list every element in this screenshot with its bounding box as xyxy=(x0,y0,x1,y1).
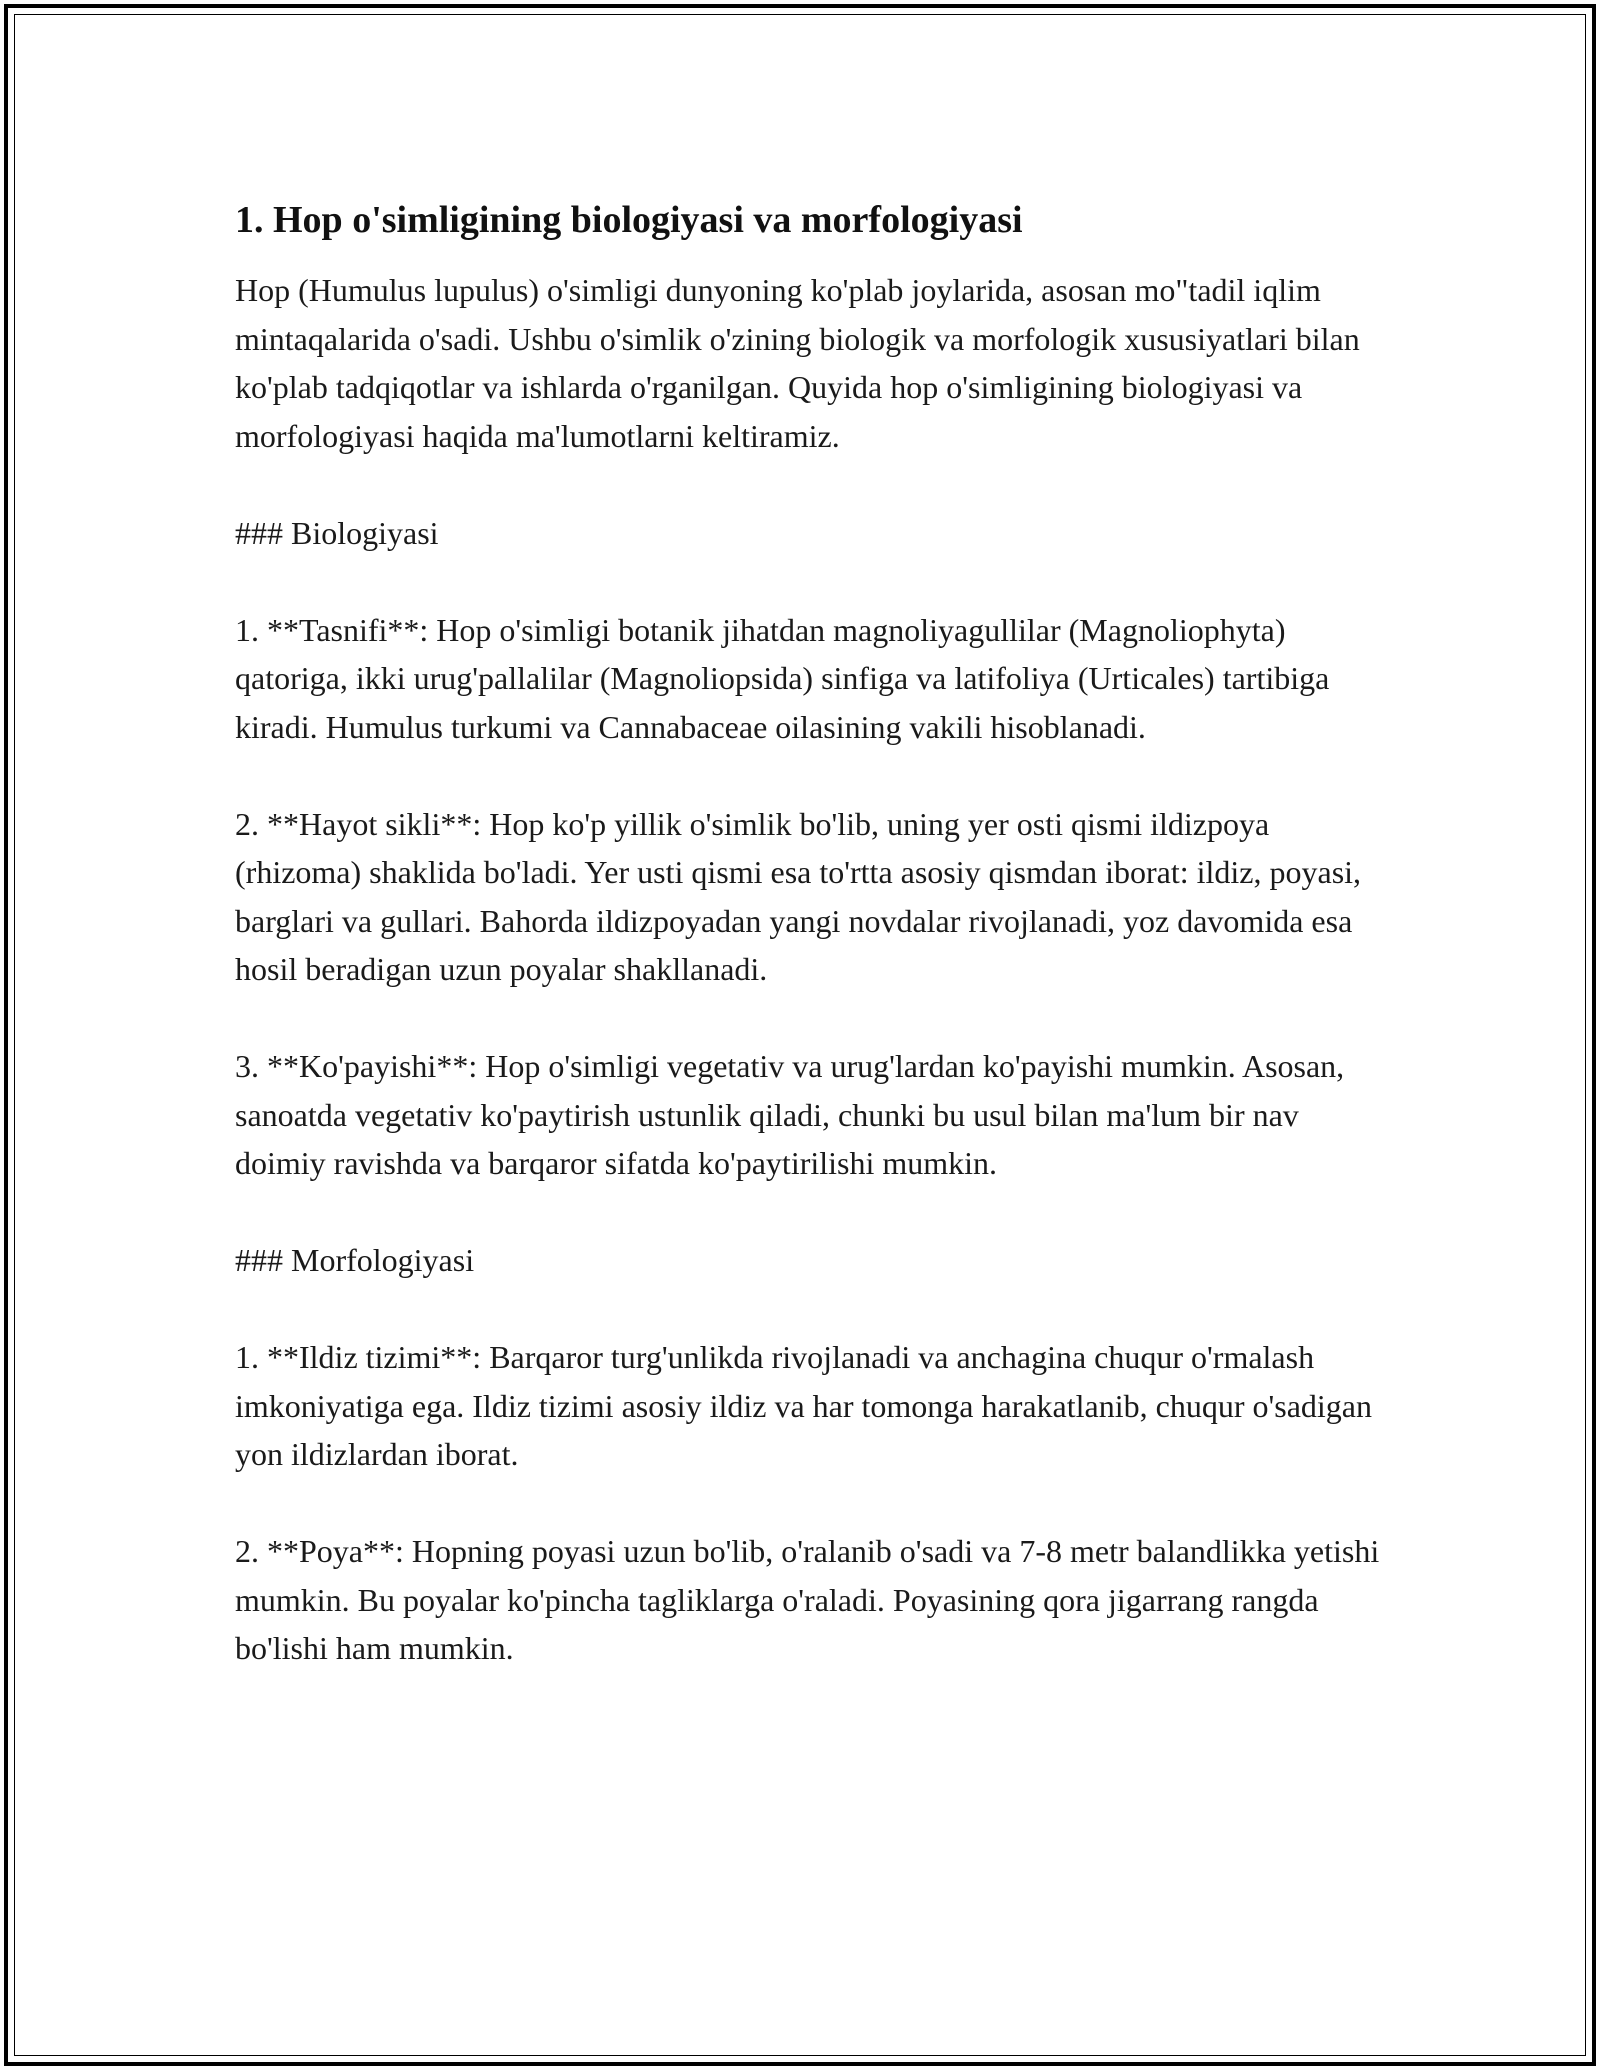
list-item-kopayishi: 3. **Ko'payishi**: Hop o'simligi vegetativ va urug'lardan ko'payishi mumkin. Asosan, sanoatda vegetativ ko'paytirish ustunlik qiladi, chunki bu usul bilan ma'lum bir nav doimiy ravishda va barqaror sifatda ko'paytirilishi mumkin. xyxy=(235,1048,1345,1181)
document-title: 1. Hop o'simligining biologiyasi va morfologiyasi xyxy=(235,199,1023,241)
list-item-tasnifi: 1. **Tasnifi**: Hop o'simligi botanik jihatdan magnoliyagullilar (Magnoliophyta) qatoriga, ikki urug'pallalilar (Magnoliopsida) sinfiga va latifoliya (Urticales) tartibiga kiradi. Humulus turkumi va Cannabaceae oilasining vakili hisoblanadi. xyxy=(235,611,1330,745)
list-item-hayot-sikli: 2. **Hayot sikli**: Hop ko'p yillik o'simlik bo'lib, uning yer osti qismi ildizpoya (rhizoma) shaklida bo'ladi. Yer usti qismi esa to'rtta asosiy qismdan iborat: ildiz, poyasi, barglari va gullari. Bahorda ildizpoyadan yangi novdalar rivojlanadi, yoz davomida esa hosil beradigan uzun poyalar shakllanadi. xyxy=(235,805,1362,987)
section-heading-morfologiyasi: ### Morfologiyasi xyxy=(235,1242,475,1278)
list-item-ildiz-tizimi: 1. **Ildiz tizimi**: Barqaror turg'unlikda rivojlanadi va anchagina chuqur o'rmalash imkoniyatiga ega. Ildiz tizimi asosiy ildiz va har tomonga harakatlanib, chuqur o'sadigan yon ildizlardan iborat. xyxy=(235,1339,1372,1472)
section-heading-biologiyasi: ### Biologiyasi xyxy=(235,514,439,551)
document-content xyxy=(235,196,1385,1721)
list-item-poya: 2. **Poya**: Hopning poyasi uzun bo'lib, o'ralanib o'sadi va 7-8 metr balandlikka yetishi mumkin. Bu poyalar ko'pincha tagliklarga o'raladi. Poyasining qora jigarrang rangda bo'lishi ham mumkin. xyxy=(235,1533,1380,1666)
intro-paragraph: Hop (Humulus lupulus) o'simligi dunyoning ko'plab joylarida, asosan mo"tadil iqlim mintaqalarida o'sadi. Ushbu o'simlik o'zining biologik va morfologik xususiyatlari bilan ko'plab tadqiqotlar va ishlarda o'rganilgan. Quyida hop o'simligining biologiyasi va morfologiyasi haqida ma'lumotlarni keltiramiz. xyxy=(235,272,1360,454)
document-page xyxy=(4,4,1596,2066)
